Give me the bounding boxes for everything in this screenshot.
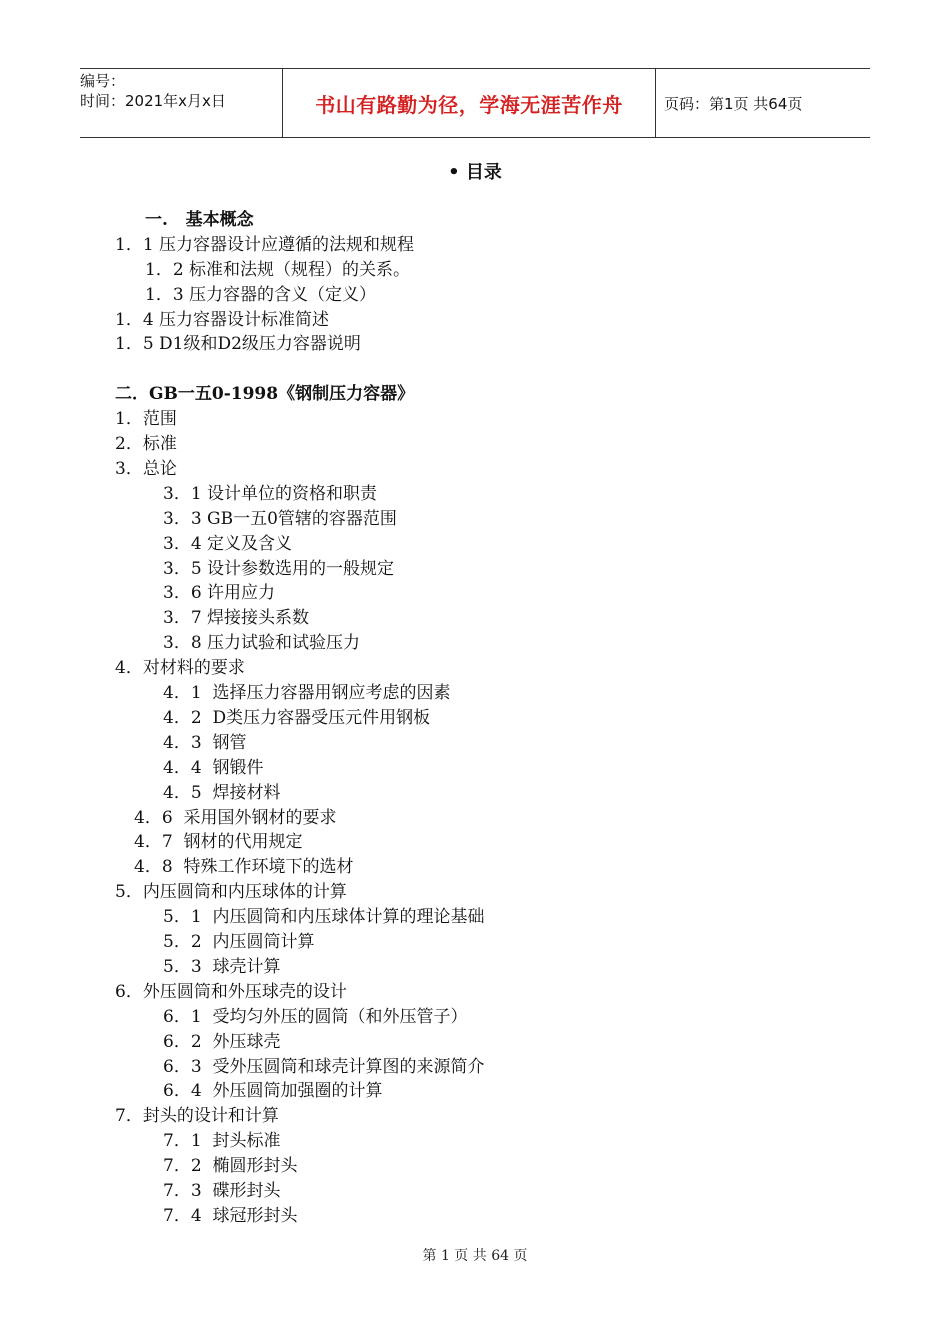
toc-entry: 3．8 压力试验和试验压力 bbox=[163, 633, 361, 653]
toc-entry: 7．4 球冠形封头 bbox=[163, 1206, 298, 1226]
toc-entry: 1．2 标准和法规（规程）的关系。 bbox=[145, 260, 411, 280]
page-footer: 第 1 页 共 64 页 bbox=[422, 1248, 528, 1264]
toc-entry: 7．2 椭圆形封头 bbox=[163, 1156, 298, 1176]
toc-entry: 7．1 封头标准 bbox=[163, 1131, 281, 1151]
toc-entry: 3．总论 bbox=[115, 459, 177, 479]
toc-entry: 5．2 内压圆筒计算 bbox=[163, 932, 315, 952]
toc-entry: 1．1 压力容器设计应遵循的法规和规程 bbox=[115, 235, 415, 255]
header-motto: 书山有路勤为径，学海无涯苦作舟 bbox=[282, 69, 656, 137]
toc-title: • 目录 bbox=[448, 162, 502, 183]
toc-entry: 3．3 GB一五0管辖的容器范围 bbox=[163, 509, 397, 529]
toc-entry: 3．4 定义及含义 bbox=[163, 534, 293, 554]
toc-entry: 4．7 钢材的代用规定 bbox=[134, 832, 303, 852]
toc-entry: 6．2 外压球壳 bbox=[163, 1032, 281, 1052]
toc-entry: 5．1 内压圆筒和内压球体计算的理论基础 bbox=[163, 907, 485, 927]
toc-entry: 4．8 特殊工作环境下的选材 bbox=[134, 857, 354, 877]
toc-entry: 1．4 压力容器设计标准简述 bbox=[115, 310, 330, 330]
toc-entry: 3．7 焊接接头系数 bbox=[163, 608, 310, 628]
toc-entry: 二．GB一五0-1998《钢制压力容器》 bbox=[115, 384, 415, 404]
toc-entry: 6．外压圆筒和外压球壳的设计 bbox=[115, 982, 347, 1002]
toc-entry: 4．6 采用国外钢材的要求 bbox=[134, 808, 337, 828]
toc-entry: 1．范围 bbox=[115, 409, 177, 429]
toc-entry: 4．5 焊接材料 bbox=[163, 783, 281, 803]
toc-entry: 6．3 受外压圆筒和球壳计算图的来源简介 bbox=[163, 1057, 485, 1077]
toc-entry: 6．1 受均匀外压的圆筒（和外压管子） bbox=[163, 1007, 468, 1027]
toc-entry: 5．3 球壳计算 bbox=[163, 957, 281, 977]
toc-entry: 7．封头的设计和计算 bbox=[115, 1106, 279, 1126]
toc-entry: 4．2 D类压力容器受压元件用钢板 bbox=[163, 708, 431, 728]
toc-entry: 3．5 设计参数选用的一般规定 bbox=[163, 559, 395, 579]
toc-entry: 4．4 钢锻件 bbox=[163, 758, 264, 778]
toc-entry: 1．3 压力容器的含义（定义） bbox=[145, 285, 377, 305]
toc-entry: 4．3 钢管 bbox=[163, 733, 247, 753]
toc-entry: 3．6 许用应力 bbox=[163, 583, 276, 603]
toc-entry: 1．5 D1级和D2级压力容器说明 bbox=[115, 334, 361, 354]
toc-entry: 一. 基本概念 bbox=[145, 210, 254, 230]
toc-entry: 6．4 外压圆筒加强圈的计算 bbox=[163, 1081, 383, 1101]
header-page-info: 页码：第1页 共64页 bbox=[664, 94, 803, 113]
document-date-label: 时间：2021年x月x日 bbox=[80, 92, 226, 110]
toc-entry: 4．1 选择压力容器用钢应考虑的因素 bbox=[163, 683, 451, 703]
toc-entry: 7．3 碟形封头 bbox=[163, 1181, 281, 1201]
toc-entry: 4．对材料的要求 bbox=[115, 658, 245, 678]
toc-entry: 5．内压圆筒和内压球体的计算 bbox=[115, 882, 347, 902]
toc-entry: 3．1 设计单位的资格和职责 bbox=[163, 484, 378, 504]
toc-entry: 2．标准 bbox=[115, 434, 177, 454]
document-number-label: 编号： bbox=[80, 72, 126, 90]
